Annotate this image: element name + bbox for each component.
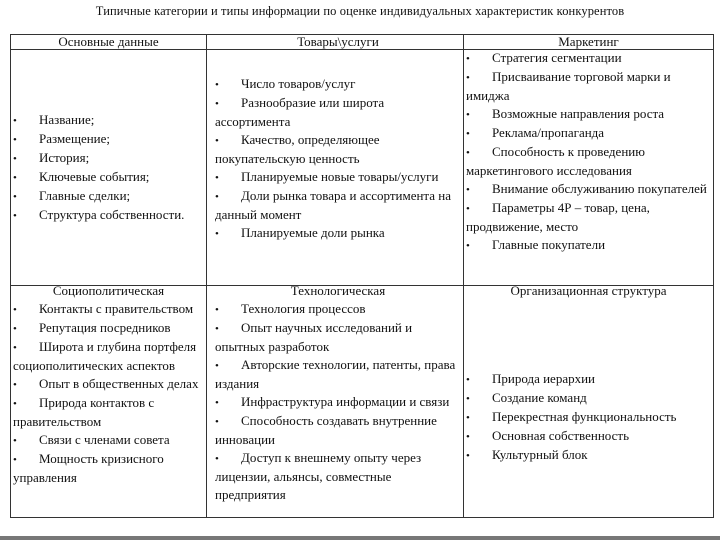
bullet-icon: •: [215, 98, 219, 110]
bullet-icon: •: [466, 109, 470, 121]
header-basic-data: Основные данные: [58, 34, 159, 49]
list-goods-services: [215, 75, 461, 243]
cell-organizational: [464, 283, 713, 518]
bullet-icon: •: [466, 412, 470, 424]
list-item: • Реклама/пропаганда: [466, 124, 711, 143]
cell-goods-services: [207, 35, 463, 285]
bullet-icon: •: [466, 203, 470, 215]
list-item: • Главные сделки;: [13, 187, 204, 206]
list-item: • Число товаров/услуг: [215, 75, 461, 94]
bullet-icon: •: [13, 134, 17, 146]
bullet-icon: •: [466, 184, 470, 196]
list-item: • Контакты с правительством: [13, 300, 204, 319]
list-item: • Опыт научных исследований и опытных разработок: [215, 320, 413, 354]
bullet-icon: •: [13, 115, 17, 127]
list-item: • Присваивание торговой марки и имиджа: [466, 69, 671, 103]
bullet-icon: •: [13, 210, 17, 222]
bullet-icon: •: [466, 147, 470, 159]
list-item: • Качество, определяющее покупательскую ценность: [215, 132, 380, 166]
list-item: • Возможные направления роста: [466, 105, 711, 124]
bullet-icon: •: [215, 323, 219, 335]
header-goods-services: Товары\услуги: [297, 34, 379, 49]
header-organizational: Организационная структура: [510, 283, 667, 298]
list-item: • Технология процессов: [215, 300, 461, 319]
list-item: • Способность создавать внутренние инновации: [215, 413, 437, 447]
bullet-icon: •: [13, 342, 17, 354]
list-item: • Разнообразие или широта ассортимента: [215, 95, 385, 129]
list-item: • Планируемые новые товары/услуги: [215, 168, 461, 187]
list-item: • Создание команд: [466, 389, 711, 408]
bullet-icon: •: [13, 323, 17, 335]
list-item: • Главные покупатели: [466, 236, 711, 255]
bullet-icon: •: [466, 240, 470, 252]
cell-technological: [207, 283, 463, 518]
header-sociopolitical: Социополитическая: [52, 283, 165, 298]
bullet-icon: •: [13, 435, 17, 447]
list-item: • История;: [13, 149, 204, 168]
bullet-icon: •: [215, 416, 219, 428]
cell-marketing: [464, 35, 713, 285]
list-item: • Планируемые доли рынка: [215, 224, 461, 243]
list-item: • Внимание обслуживанию покупателей: [466, 180, 711, 199]
list-item: • Структура собственности.: [13, 206, 204, 225]
list-item: • Перекрестная функциональность: [466, 408, 711, 427]
bullet-icon: •: [215, 397, 219, 409]
list-item: • Природа иерархии: [466, 370, 711, 389]
bullet-icon: •: [13, 379, 17, 391]
bullet-icon: •: [13, 172, 17, 184]
list-item: • Мощность кризисного управления: [13, 451, 164, 485]
list-item: • Репутация посредников: [13, 319, 204, 338]
bullet-icon: •: [466, 393, 470, 405]
bullet-icon: •: [215, 304, 219, 316]
bullet-icon: •: [215, 228, 219, 240]
list-sociopolitical: [13, 300, 204, 487]
bullet-icon: •: [466, 128, 470, 140]
list-item: • Основная собственность: [466, 427, 711, 446]
bullet-icon: •: [215, 360, 219, 372]
bullet-icon: •: [466, 53, 470, 65]
bottom-strip: [0, 536, 720, 540]
characteristics-table: [10, 34, 714, 518]
cell-sociopolitical: [11, 283, 206, 518]
list-item: • Стратегия сегментации: [466, 49, 711, 68]
bullet-icon: •: [13, 454, 17, 466]
bullet-icon: •: [215, 135, 219, 147]
list-item: • Параметры 4Р – товар, цена, продвижение, место: [466, 200, 650, 234]
list-marketing: [466, 49, 711, 255]
list-item: • Авторские технологии, патенты, права издания: [215, 357, 456, 391]
bullet-icon: •: [215, 172, 219, 184]
list-item: • Ключевые события;: [13, 168, 204, 187]
bullet-icon: •: [215, 191, 219, 203]
bullet-icon: •: [13, 191, 17, 203]
bullet-icon: •: [215, 79, 219, 91]
list-item: • Связи с членами совета: [13, 431, 204, 450]
header-marketing: Маркетинг: [558, 34, 619, 49]
list-item: • Природа контактов с правительством: [13, 395, 155, 429]
bullet-icon: •: [13, 398, 17, 410]
list-item: • Культурный блок: [466, 446, 711, 465]
page-title: Типичные категории и типы информации по оценке индивидуальных характеристик конкурентов: [95, 4, 625, 18]
list-item: • Доли рынка товара и ассортимента на данный момент: [215, 188, 452, 222]
bullet-icon: •: [215, 453, 219, 465]
list-basic-data: [13, 111, 204, 225]
list-item: • Название;: [13, 111, 204, 130]
bullet-icon: •: [466, 431, 470, 443]
list-item: • Опыт в общественных делах: [13, 375, 204, 394]
bullet-icon: •: [13, 304, 17, 316]
bullet-icon: •: [13, 153, 17, 165]
list-item: • Инфраструктура информации и связи: [215, 393, 461, 412]
list-item: • Размещение;: [13, 130, 204, 149]
list-item: • Способность к проведению маркетингового исследования: [466, 144, 645, 178]
bullet-icon: •: [466, 374, 470, 386]
list-technological: [215, 300, 461, 504]
list-item: • Широта и глубина портфеля социополитических аспектов: [13, 339, 197, 373]
bullet-icon: •: [466, 450, 470, 462]
list-item: • Доступ к внешнему опыту через лицензии, альянсы, совместные предприятия: [215, 450, 422, 502]
list-organizational: [466, 370, 711, 465]
bullet-icon: •: [466, 72, 470, 84]
header-technological: Технологическая: [290, 283, 386, 298]
cell-basic-data: [11, 35, 206, 285]
